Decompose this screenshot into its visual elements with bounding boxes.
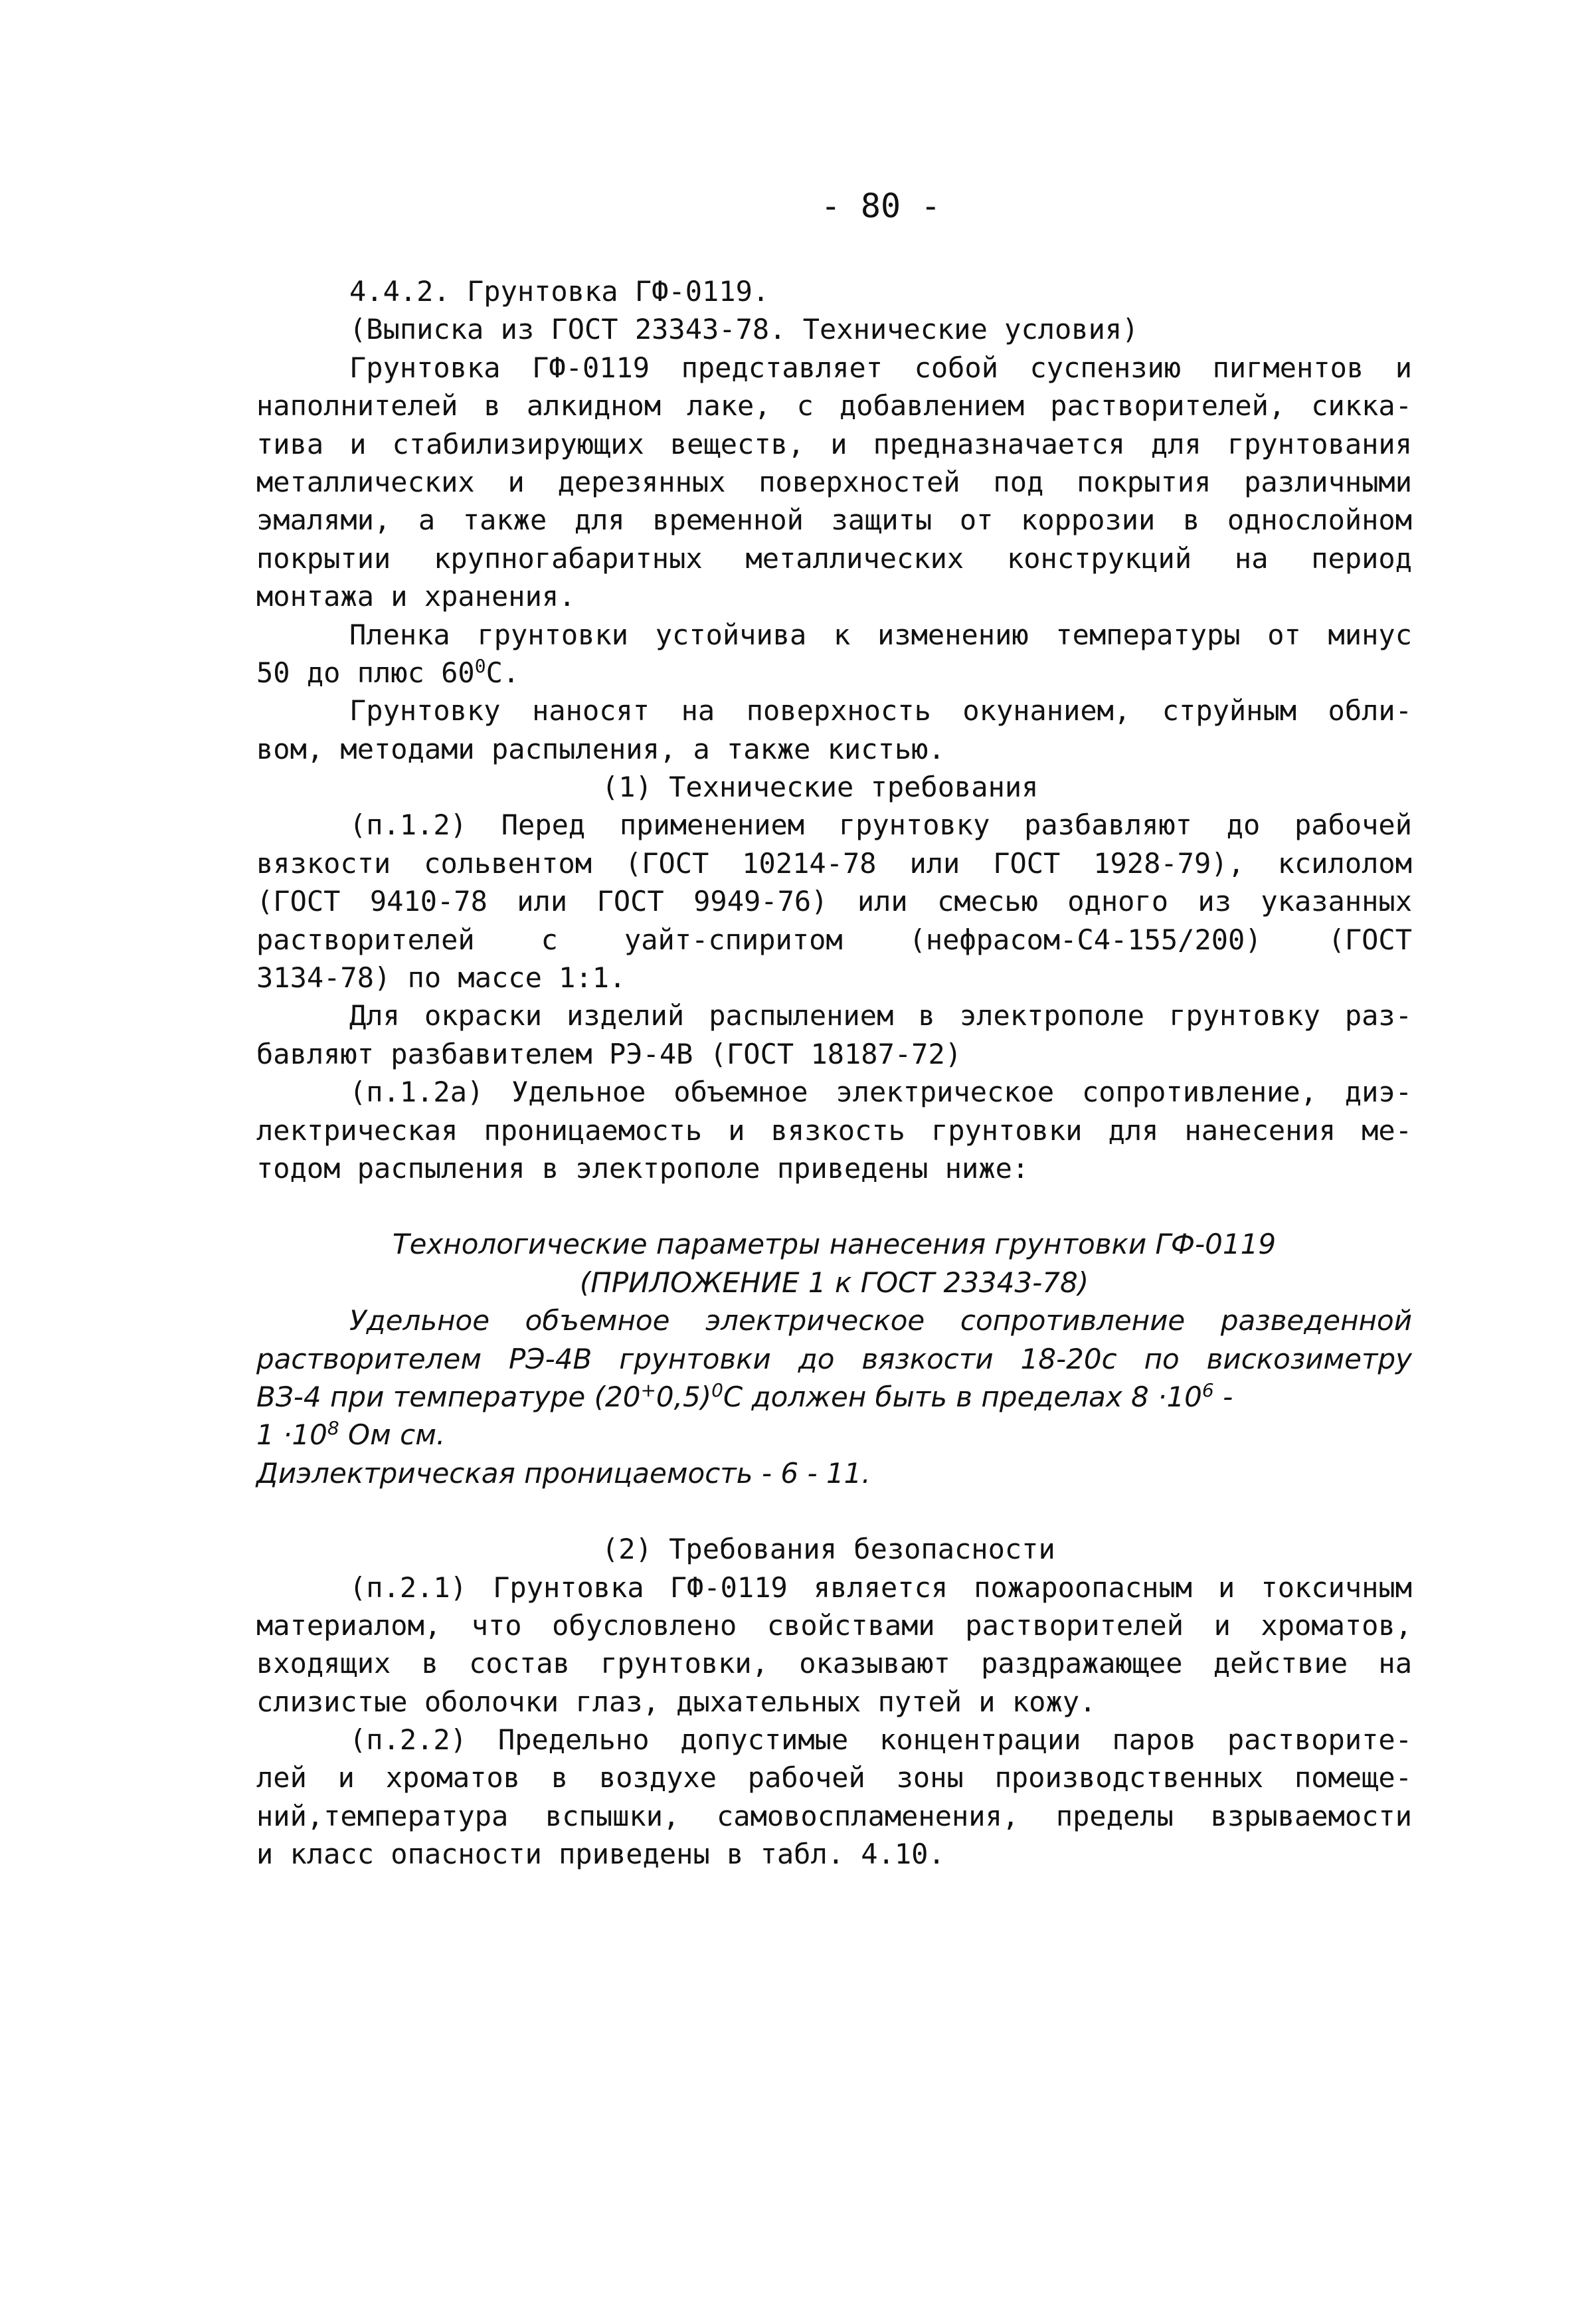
p12-line: растворителей с уайт-спиритом (нефрасом-С4-155/200) (ГОСТ: [256, 923, 1412, 956]
exponent: 8: [327, 1417, 339, 1440]
params-line: растворителем РЭ-4В грунтовки до вязкости 18-20с по вискозиметру: [256, 1342, 1412, 1375]
film-line: Пленка грунтовки устойчива к изменению температуры от минус: [349, 618, 1412, 651]
p12a-line: (п.1.2а) Удельное объемное электрическое сопротивление, диэ-: [349, 1076, 1412, 1109]
electro-line: бавляют разбавителем РЭ-4В (ГОСТ 18187-72): [256, 1037, 962, 1070]
p12-line: (ГОСТ 9410-78 или ГОСТ 9949-76) или смесью одного из указанных: [256, 885, 1412, 918]
p21-line: (п.2.1) Грунтовка ГФ-0119 является пожароопасным и токсичным: [349, 1571, 1412, 1604]
p12-line: (п.1.2) Перед применением грунтовку разбавляют до рабочей: [349, 809, 1412, 842]
p12-line: вязкости сольвентом (ГОСТ 10214-78 или ГОСТ 1928-79), ксилолом: [256, 846, 1412, 880]
params-line: [256, 1378, 1412, 1416]
p21-line: материалом, что обусловлено свойствами растворителей и хроматов,: [256, 1608, 1412, 1642]
plus-minus-mark: +: [640, 1379, 656, 1401]
params-line: [256, 1416, 1412, 1454]
section-heading: 4.4.2. Грунтовка ГФ-0119.: [349, 275, 770, 308]
intro-line: покрытии крупногабаритных металлических конструкций на период: [256, 541, 1412, 575]
params-text: С должен быть в пределах 8 ·10: [723, 1380, 1202, 1413]
intro-line: тива и стабилизирующих веществ, и предназначается для грунтования: [256, 427, 1412, 460]
p22-line: ний,температура вспышки, самовоспламенения, пределы взрываемости: [256, 1799, 1412, 1832]
params-title: Технологические параметры нанесения грунтовки ГФ-0119: [392, 1228, 1277, 1261]
p22-line: лей и хроматов в воздухе рабочей зоны производственных помеще-: [256, 1761, 1412, 1794]
intro-line: монтажа и хранения.: [256, 580, 576, 613]
section-source: (Выписка из ГОСТ 23343-78. Технические условия): [349, 313, 1139, 346]
params-text: Ом см.: [339, 1418, 446, 1452]
params-subtitle: (ПРИЛОЖЕНИЕ 1 к ГОСТ 23343-78): [579, 1266, 1089, 1299]
film-text: С.: [486, 656, 520, 689]
intro-line: наполнителей в алкидном лаке, с добавлением растворителей, сикка-: [256, 389, 1412, 423]
params-text: 1 ·10: [256, 1418, 327, 1452]
params-text: 0,5): [656, 1380, 712, 1413]
intro-line: Грунтовка ГФ-0119 представляет собой суспензию пигментов и: [349, 351, 1412, 384]
p22-line: и класс опасности приведены в табл. 4.10.: [256, 1838, 945, 1871]
p21-line: слизистые оболочки глаз, дыхательных путей и кожу.: [256, 1685, 1097, 1718]
spacer: [256, 1492, 1412, 1530]
params-line: Удельное объемное электрическое сопротивление разведенной: [349, 1304, 1412, 1337]
degree-mark: 0: [474, 654, 486, 677]
apply-line: Грунтовку наносят на поверхность окунанием, струйным обли-: [349, 694, 1412, 727]
p12a-line: тодом распыления в электрополе приведены ниже:: [256, 1151, 1029, 1185]
params-text: ВЗ-4 при температуре (20: [256, 1380, 641, 1413]
film-line: [256, 654, 1412, 692]
spacer: [256, 1187, 1412, 1225]
p21-line: входящих в состав грунтовки, оказывают раздражающее действие на: [256, 1647, 1412, 1680]
document-body: [256, 272, 1412, 1874]
film-text: 50 до плюс 60: [256, 656, 475, 689]
params-line: Диэлектрическая проницаемость - 6 - 11.: [256, 1456, 871, 1490]
p12-line: 3134-78) по массе 1:1.: [256, 961, 626, 995]
intro-line: эмалями, а также для временной защиты от коррозии в однослойном: [256, 504, 1412, 537]
degree-mark: 0: [711, 1379, 723, 1401]
apply-line: вом, методами распыления, а также кистью.: [256, 732, 945, 765]
exponent: 6: [1201, 1379, 1214, 1401]
page-number: - 80 -: [820, 187, 941, 225]
params-text: -: [1213, 1380, 1233, 1413]
electro-line: Для окраски изделий распылением в электрополе грунтовку раз-: [349, 999, 1412, 1032]
safety-heading: (2) Требования безопасности: [602, 1533, 1055, 1566]
p12a-line: лектрическая проницаемость и вязкость грунтовки для нанесения ме-: [256, 1113, 1412, 1147]
p22-line: (п.2.2) Предельно допустимые концентрации паров растворите-: [349, 1723, 1412, 1757]
intro-line: металлических и дерезянных поверхностей под покрытия различными: [256, 465, 1412, 498]
tech-req-heading: (1) Технические требования: [602, 771, 1039, 804]
